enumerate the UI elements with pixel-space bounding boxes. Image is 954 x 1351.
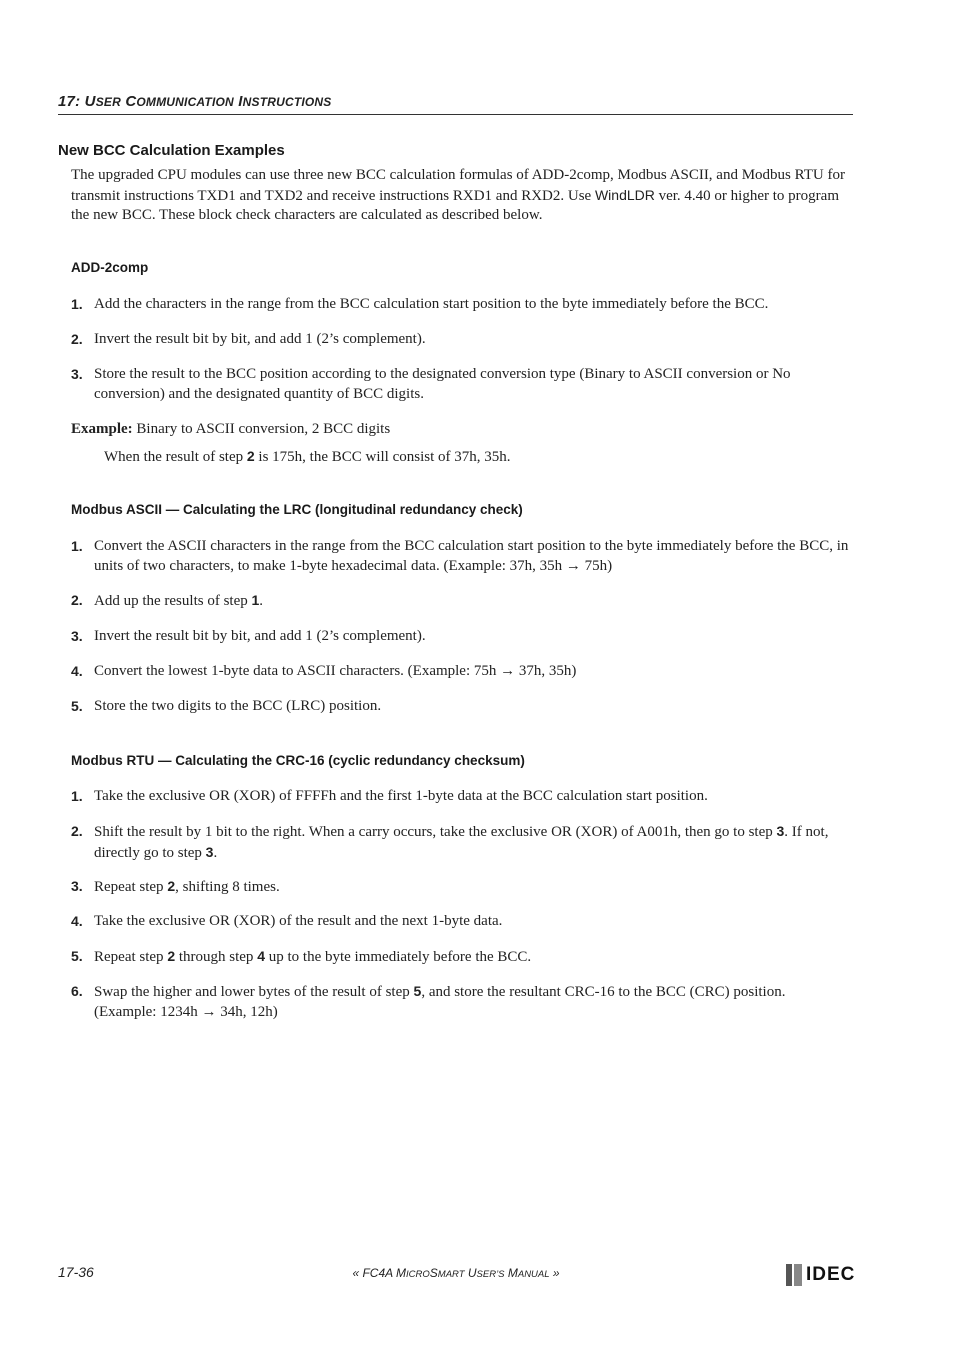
add2comp-example: Example: Binary to ASCII conversion, 2 BCC digits	[71, 421, 391, 437]
add2comp-heading: ADD-2comp	[71, 260, 149, 275]
logo-box-icon	[794, 1264, 802, 1286]
logo-bar-icon	[786, 1264, 792, 1286]
idec-logo	[786, 1264, 855, 1286]
page-number: 17-36	[58, 1264, 94, 1280]
modbus-rtu-step-3: 3. Repeat step 2, shifting 8 times.	[71, 878, 280, 895]
modbus-ascii-heading: Modbus ASCII — Calculating the LRC (longitudinal redundancy check)	[71, 502, 523, 517]
modbus-rtu-heading: Modbus RTU — Calculating the CRC-16 (cyclic redundancy checksum)	[71, 753, 525, 768]
add2comp-example-detail: When the result of step 2 is 175h, the BCC will consist of 37h, 35h.	[104, 448, 511, 465]
add2comp-step-1: 1. Add the characters in the range from the BCC calculation start position to the byte immediately before the BCC.	[71, 296, 769, 312]
intro-paragraph: The upgraded CPU modules can use three new BCC calculation formulas of ADD-2comp, Modbus ASCII, and Modbus RTU for transmit instructions TXD1 and TXD2 and receive instructions RXD1 and RXD2. Use WindLDR ver. 4.40 or higher to program the new BCC. These block check characters are calculated as described below.	[71, 167, 845, 223]
modbus-rtu-step-4: 4. Take the exclusive OR (XOR) of the result and the next 1-byte data.	[71, 913, 503, 929]
modbus-ascii-step-4: 4. Convert the lowest 1-byte data to ASCII characters. (Example: 75h → 37h, 35h)	[71, 663, 577, 679]
modbus-rtu-step-6: 6. Swap the higher and lower bytes of the result of step 5, and store the resultant CRC-16 to the BCC (CRC) position. (Example: 1234h → 34h, 12h)	[71, 983, 786, 1020]
modbus-rtu-step-2: 2. Shift the result by 1 bit to the right. When a carry occurs, take the exclusive OR (XOR) of A001h, then go to step 3. If not, directly go to step 3.	[71, 823, 829, 861]
add2comp-step-2: 2. Invert the result bit by bit, and add 1 (2’s complement).	[71, 331, 426, 347]
add2comp-step-3: 3. Store the result to the BCC position according to the designated conversion type (Binary to ASCII conversion or No conversion) and the designated quantity of BCC digits.	[71, 366, 791, 402]
logo-text: IDEC	[806, 1264, 856, 1285]
modbus-ascii-step-1: 1. Convert the ASCII characters in the range from the BCC calculation start position to the byte immediately before the BCC, in units of two characters, to make 1-byte hexadecimal data. (Example: 37h, 35h → 75h)	[71, 538, 849, 574]
windldr-name: WindLDR	[594, 186, 655, 203]
manual-title: « FC4A MICROSMART USER’S MANUAL »	[352, 1266, 560, 1280]
modbus-ascii-step-3: 3. Invert the result bit by bit, and add 1 (2’s complement).	[71, 628, 426, 644]
modbus-rtu-step-1: 1. Take the exclusive OR (XOR) of FFFFh and the first 1-byte data at the BCC calculation start position.	[71, 788, 708, 804]
modbus-rtu-step-5: 5. Repeat step 2 through step 4 up to the byte immediately before the BCC.	[71, 948, 532, 965]
chapter-title: 17: USER COMMUNICATION INSTRUCTIONS	[58, 93, 332, 110]
modbus-ascii-step-2: 2. Add up the results of step 1.	[71, 592, 264, 609]
section-heading: New BCC Calculation Examples	[58, 142, 285, 159]
modbus-ascii-step-5: 5. Store the two digits to the BCC (LRC) position.	[71, 698, 382, 714]
chapter-header	[58, 92, 853, 115]
